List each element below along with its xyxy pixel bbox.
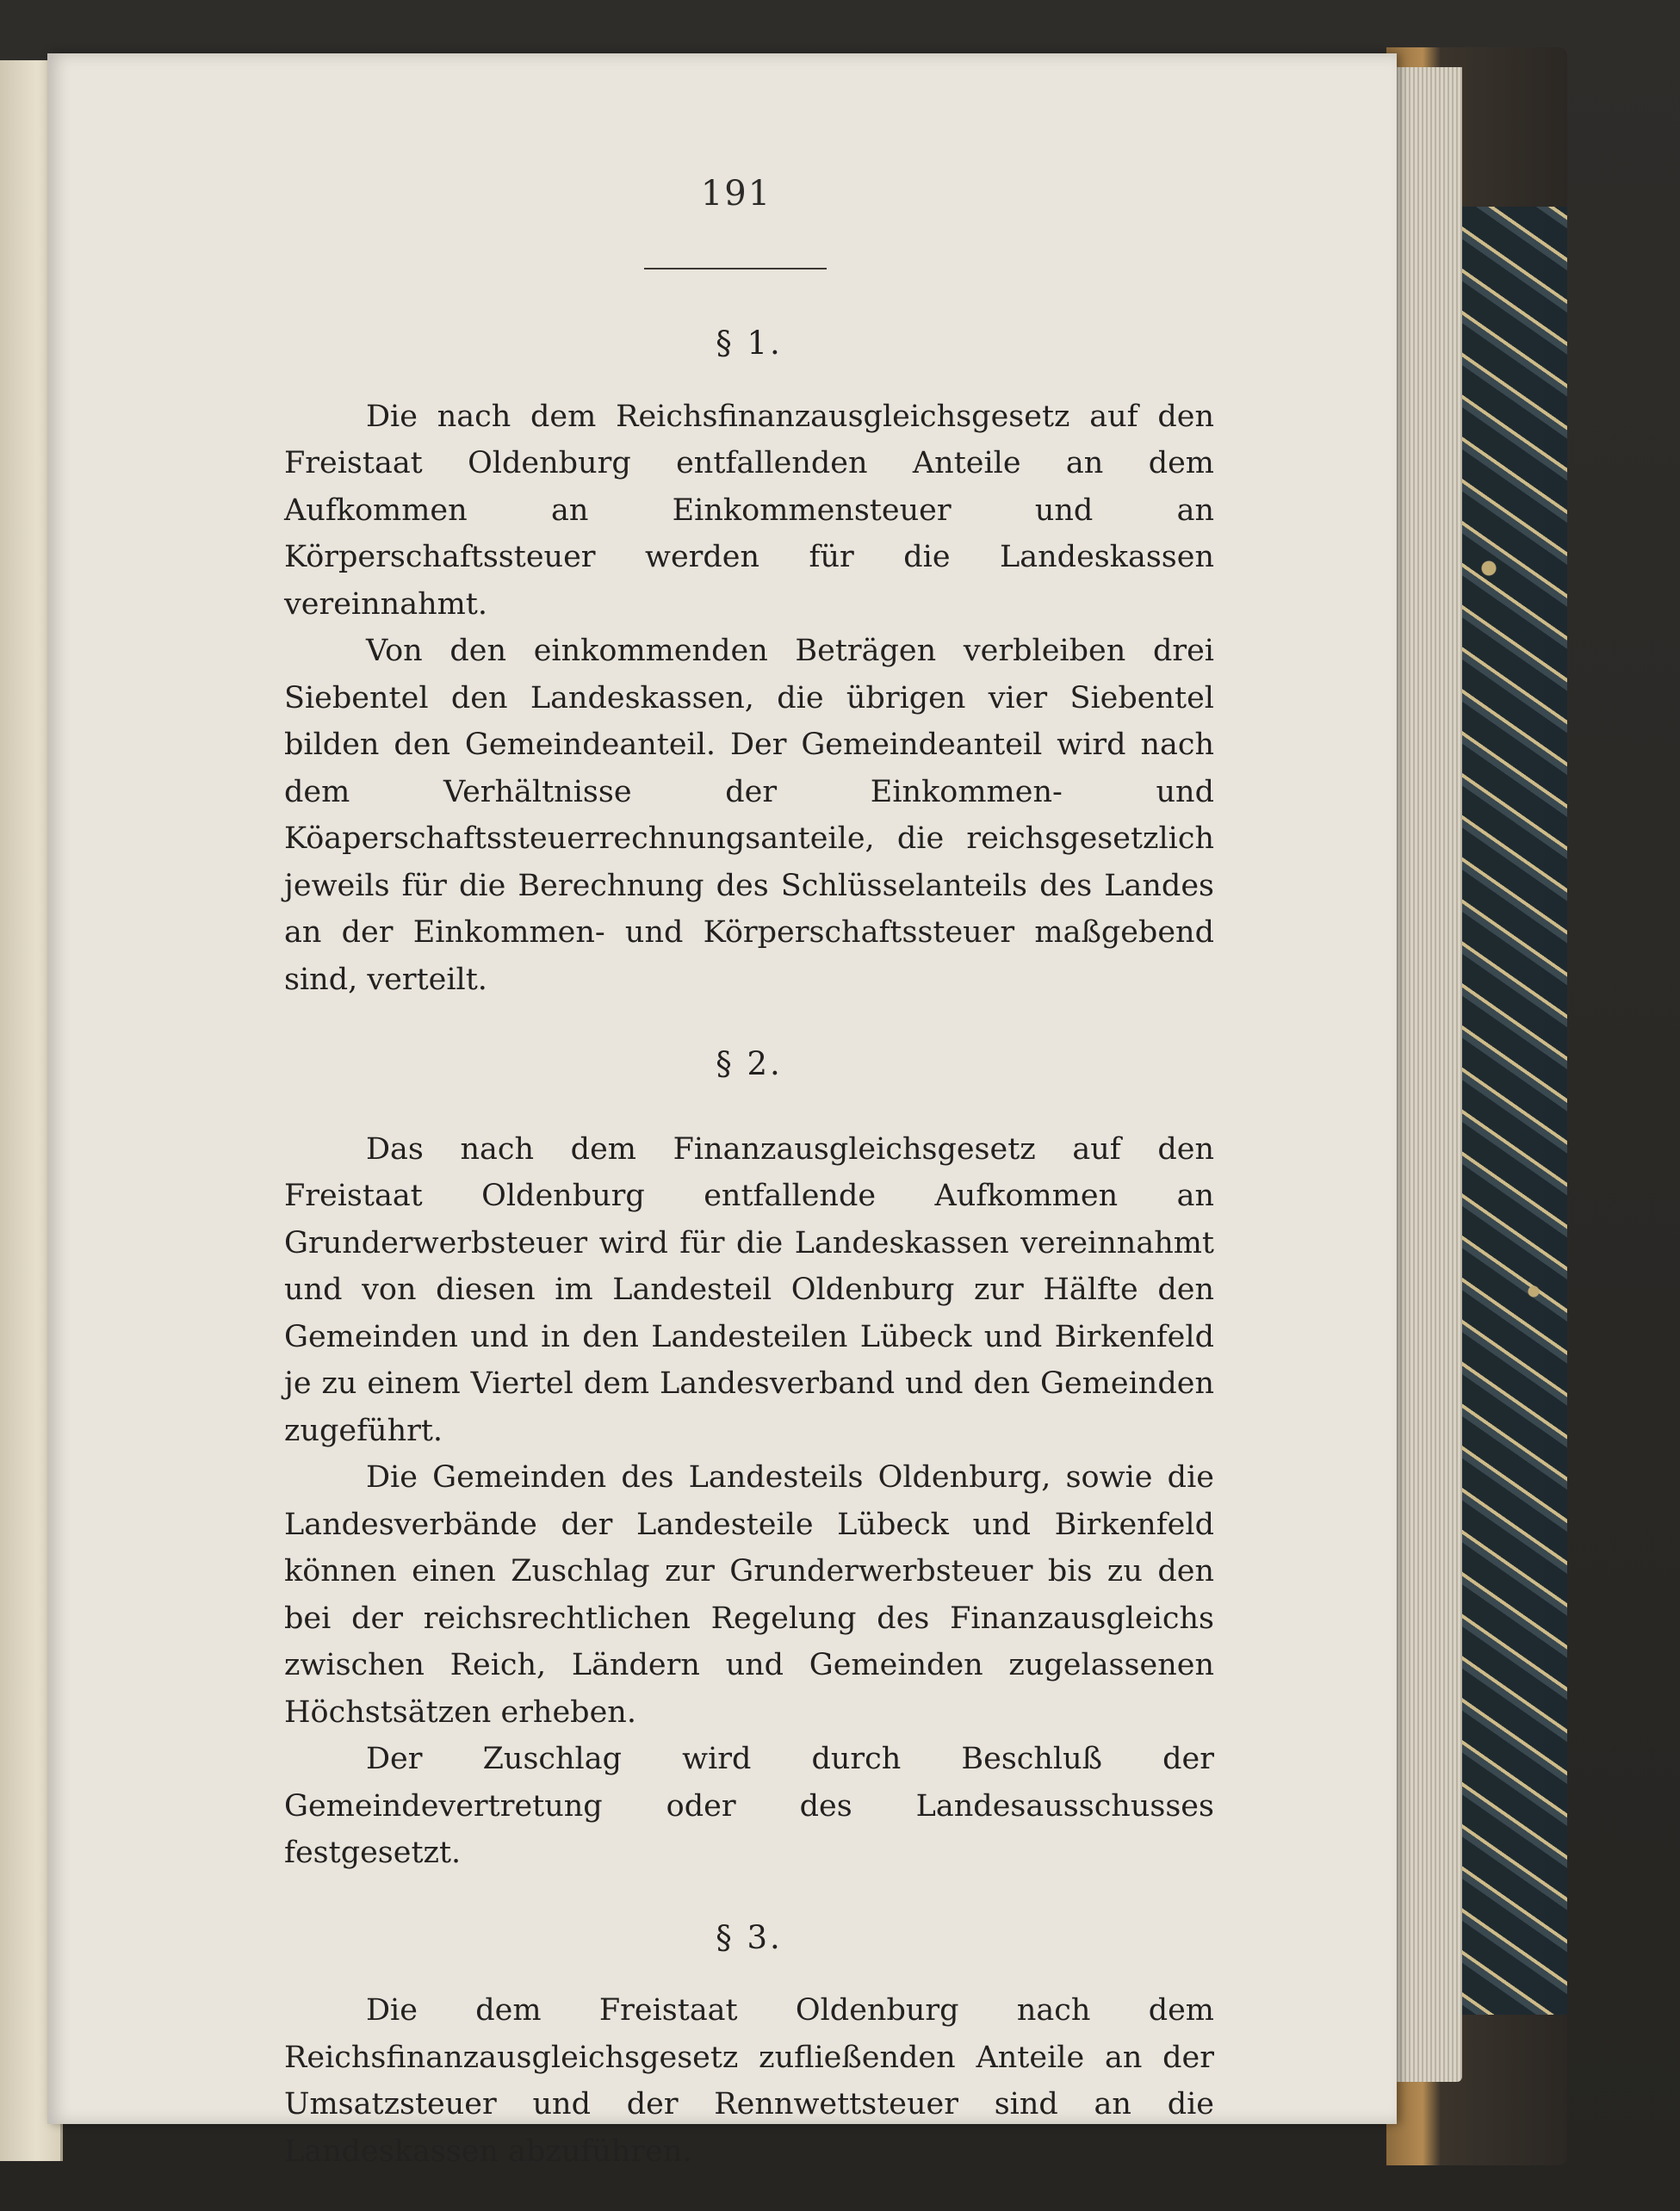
paragraph: Der Zuschlag wird durch Beschluß der Gemeindevertretung oder des Landesausschusses festgesetzt.	[284, 1742, 1214, 1870]
marbled-edge	[1455, 207, 1567, 2015]
paragraph: Das nach dem Finanzausgleichsgesetz auf den Freistaat Oldenburg entfallende Aufkommen an Grunderwerbsteuer wird für die Landeskassen vereinnahmt und von diesen im Landesteil Oldenburg zur Hälfte den Gemeinden und in den Landesteilen Lübeck und Birkenfeld je zu einem Viertel dem Landesverband und den Gemeinden zugeführt.	[284, 1131, 1214, 1448]
page-text	[284, 320, 1214, 2175]
page-number: 191	[700, 174, 772, 214]
paragraph: Die nach dem Reichsfinanzausgleichsgesetz auf den Freistaat Oldenburg entfallenden Anteile an dem Aufkommen an Einkommensteuer und an Körperschaftssteuer werden für die Landeskassen vereinnahmt.	[284, 399, 1214, 622]
paragraph: Die Gemeinden des Landesteils Oldenburg, sowie die Landesverbände der Landesteile Lübeck und Birkenfeld können einen Zuschlag zur Grunderwerbsteuer bis zu den bei der reichsrechtlichen Regelung des Finanzausgleichs zwischen Reich, Ländern und Gemeinden zugelassenen Höchstsätzen erheben.	[284, 1460, 1214, 1730]
section-heading: § 3.	[716, 1918, 783, 1956]
section-heading: § 2.	[716, 1045, 783, 1082]
section-heading: § 1.	[716, 325, 783, 362]
paragraph: Die dem Freistaat Oldenburg nach dem Reichsfinanzausgleichsgesetz zufließenden Anteile an der Umsatzsteuer und der Rennwettsteuer sind an die Landeskassen abzuführen.	[284, 1993, 1214, 2169]
book-page	[47, 53, 1397, 2169]
paragraph: Von den einkommenden Beträgen verbleiben drei Siebentel den Landeskassen, die übrigen vier Siebentel bilden den Gemeindeanteil. Der Gemeindeanteil wird nach dem Verhältnisse der Einkommen- und Köaperschaftssteuerrechnungsanteile, die reichsgesetzlich jeweils für die Berechnung des Schlüsselanteils des Landes an der Einkommen- und Körperschaftssteuer maßgebend sind, verteilt.	[284, 634, 1214, 997]
page-number-rule	[644, 268, 827, 269]
